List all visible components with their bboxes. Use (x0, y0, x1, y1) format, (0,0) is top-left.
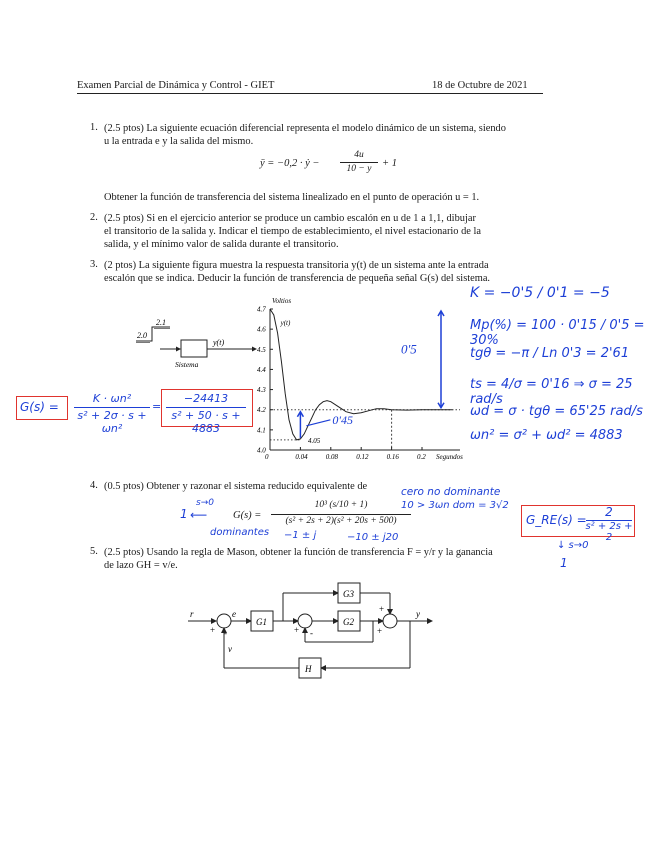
q2-text (104, 212, 544, 252)
hand-G-num2: −24413 (183, 392, 229, 405)
series-line (270, 309, 452, 440)
q4-line1: (0.5 ptos) Obtener y razonar el sistema reducido equivalente de (104, 481, 368, 492)
hand-q4-s0: s→0 (196, 498, 214, 508)
chart-ticks (257, 306, 426, 462)
hand-q4-dom: dominantes (210, 527, 270, 538)
system-label: Sistema (175, 360, 199, 369)
summing-junction-3 (383, 614, 397, 628)
arrow-right-icon (176, 347, 181, 352)
x-axis-label: Segundos (436, 453, 463, 461)
header-left: Examen Parcial de Dinámica y Control - GIET (77, 80, 275, 91)
chart-handwritten-marks (297, 311, 444, 438)
y-tick-label: 4.1 (257, 426, 266, 435)
hand-Mp: Mp(%) = 100 · 0'15 / 0'5 = 30% (470, 318, 645, 348)
summing-junction-2 (298, 614, 312, 628)
sum3-plus-left: + (377, 626, 383, 636)
sum2-plus: + (294, 625, 300, 635)
hand-G-eq: = (152, 400, 162, 413)
y-tick-label: 4.4 (257, 365, 266, 374)
arrow-left-icon: ⟵ (190, 508, 208, 522)
q1-eq-lhs: ÿ = −0,2 · ẏ − (260, 158, 320, 169)
hand-G-lhs: G(s) = (20, 400, 59, 414)
q5-line1: (2.5 ptos) Usando la regla de Mason, obtener la función de transferencia F = y/r y la ganancia (104, 547, 493, 558)
step-high-label: 2.1 (156, 318, 166, 327)
hand-q4-root2: −10 ± j20 (347, 532, 399, 543)
q1-text (104, 122, 544, 148)
q1-eq-tail: + 1 (382, 158, 397, 169)
y-tick-label: 4.6 (257, 325, 266, 334)
q2-number: 2. (90, 212, 98, 223)
hand-delta-045: 0'45 (332, 412, 353, 427)
label-e: e (232, 609, 236, 619)
q4-g-num: 10³ (s/10 + 1) (314, 500, 368, 510)
hand-delta-05: 0'5 (401, 341, 417, 357)
x-tick-label: 0.12 (356, 453, 369, 461)
hand-G-num: K · ωn² (92, 392, 132, 405)
y-tick-label: 4.2 (257, 406, 266, 415)
y-tick-label: 4.3 (257, 386, 266, 395)
label-v: v (228, 644, 232, 654)
step-low-label: 2.0 (137, 331, 147, 340)
hand-Gs-expression (16, 392, 241, 435)
q3-number: 3. (90, 259, 98, 270)
summing-junction-1 (217, 614, 231, 628)
hand-tg: tgθ = −π / Ln 0'3 = 2'61 (470, 346, 630, 361)
response-chart (250, 295, 480, 465)
sum2-minus: - (310, 628, 313, 638)
mason-block-diagram (170, 580, 460, 690)
label-G3: G3 (343, 589, 354, 599)
y-tick-label: 4.7 (257, 305, 266, 314)
q4-g-den: (s² + 2s + 2)(s² + 20s + 500) (285, 516, 397, 526)
x-tick-label: 0.2 (417, 453, 426, 461)
label-H: H (305, 664, 312, 674)
hand-q4-cond: 10 > 3ωn dom = 3√2 (401, 500, 509, 511)
q1-line3: Obtener la función de transferencia del sistema linealizado en el punto de operación u = 1. (104, 192, 480, 203)
system-box (181, 340, 207, 357)
q1-line2: u la entrada e y la salida del mismo. (104, 136, 254, 148)
x-tick-label: 0.16 (386, 453, 399, 461)
label-y: y (416, 609, 420, 619)
hand-G-den: s² + 2σ · s + ωn² (77, 409, 147, 435)
x-tick-label: 0.08 (325, 453, 339, 461)
system-block-diagram (130, 315, 260, 370)
q3-line1: (2 ptos) La siguiente figura muestra la respuesta transitoria y(t) de un sistema ante la entrada (104, 260, 489, 271)
q4-g-lhs: G(s) = (233, 510, 262, 521)
hand-q4-box-lhs: G_RE(s) = (526, 513, 587, 527)
hand-q4-below-one: 1 (560, 556, 568, 570)
label-r: r (190, 609, 194, 619)
hand-q4-cero: cero no dominante (401, 486, 501, 498)
hand-q4-below: ↓ s→0 (557, 540, 589, 551)
hand-q4-box-num: 2 (605, 505, 613, 519)
hand-q4-root1: −1 ± j (284, 530, 317, 541)
q2-line2: el transitorio de la salida y. Indicar el tiempo de establecimiento, el nivel estacionario de la (104, 226, 481, 238)
hand-q4-one: 1 (180, 507, 188, 521)
header-right: 18 de Octubre de 2021 (432, 80, 528, 91)
hand-wd: ωd = σ · tgθ = 65'25 rad/s (470, 404, 643, 419)
q1-number: 1. (90, 122, 98, 133)
x-tick-label: 0.04 (295, 453, 308, 461)
y-tick-label: 4.5 (257, 345, 266, 354)
sum3-plus-top: + (379, 604, 385, 614)
q2-line3: salida, y el mínimo valor de salida durante el transitorio. (104, 239, 339, 251)
series-label: y(t) (280, 319, 291, 328)
q5-line2: de lazo GH = v/e. (104, 560, 178, 572)
hand-G-den2: s² + 50 · s + 4883 (171, 409, 241, 435)
q5-number: 5. (90, 546, 98, 557)
hand-ts: ts = 4/σ = 0'16 ⇒ σ = 25 rad/s (470, 377, 633, 407)
y-tick-label: 4.0 (257, 446, 266, 455)
q2-line1: (2.5 ptos) Si en el ejercicio anterior se produce un cambio escalón en u de 1 a 1,1, dibujar (104, 213, 476, 224)
sum1-minus: - (224, 628, 227, 638)
q1-eq-num: 4u (354, 150, 364, 160)
header-rule (77, 93, 543, 94)
label-G1: G1 (256, 617, 267, 627)
output-label: y(t) (213, 338, 225, 347)
q4-number: 4. (90, 480, 98, 491)
chart-axes (270, 309, 460, 450)
y-axis-label: Voltios (272, 297, 292, 305)
hand-q4-box (521, 505, 635, 543)
x-tick-label: 0 (265, 453, 269, 461)
hand-K: K = −0'5 / 0'1 = −5 (470, 285, 610, 301)
q1-line1: (2.5 ptos) La siguiente ecuación diferencial representa el modelo dinámico de un sistema, siendo (104, 123, 506, 134)
q3-line2: escalón que se indica. Deducir la función de transferencia de pequeña señal G(s) del sistema. (104, 273, 491, 285)
q5-text (104, 546, 544, 572)
hand-q4-box-den: s² + 2s + 2 (585, 521, 633, 543)
q3-text (104, 259, 544, 285)
hand-wn: ωn² = σ² + ωd² = 4883 (470, 428, 623, 443)
q1-eq-den: 10 − y (346, 164, 372, 174)
min-annotation: 4.05 (308, 436, 321, 445)
label-G2: G2 (343, 617, 354, 627)
sum1-plus: + (210, 625, 216, 635)
q1-equation (260, 152, 400, 180)
